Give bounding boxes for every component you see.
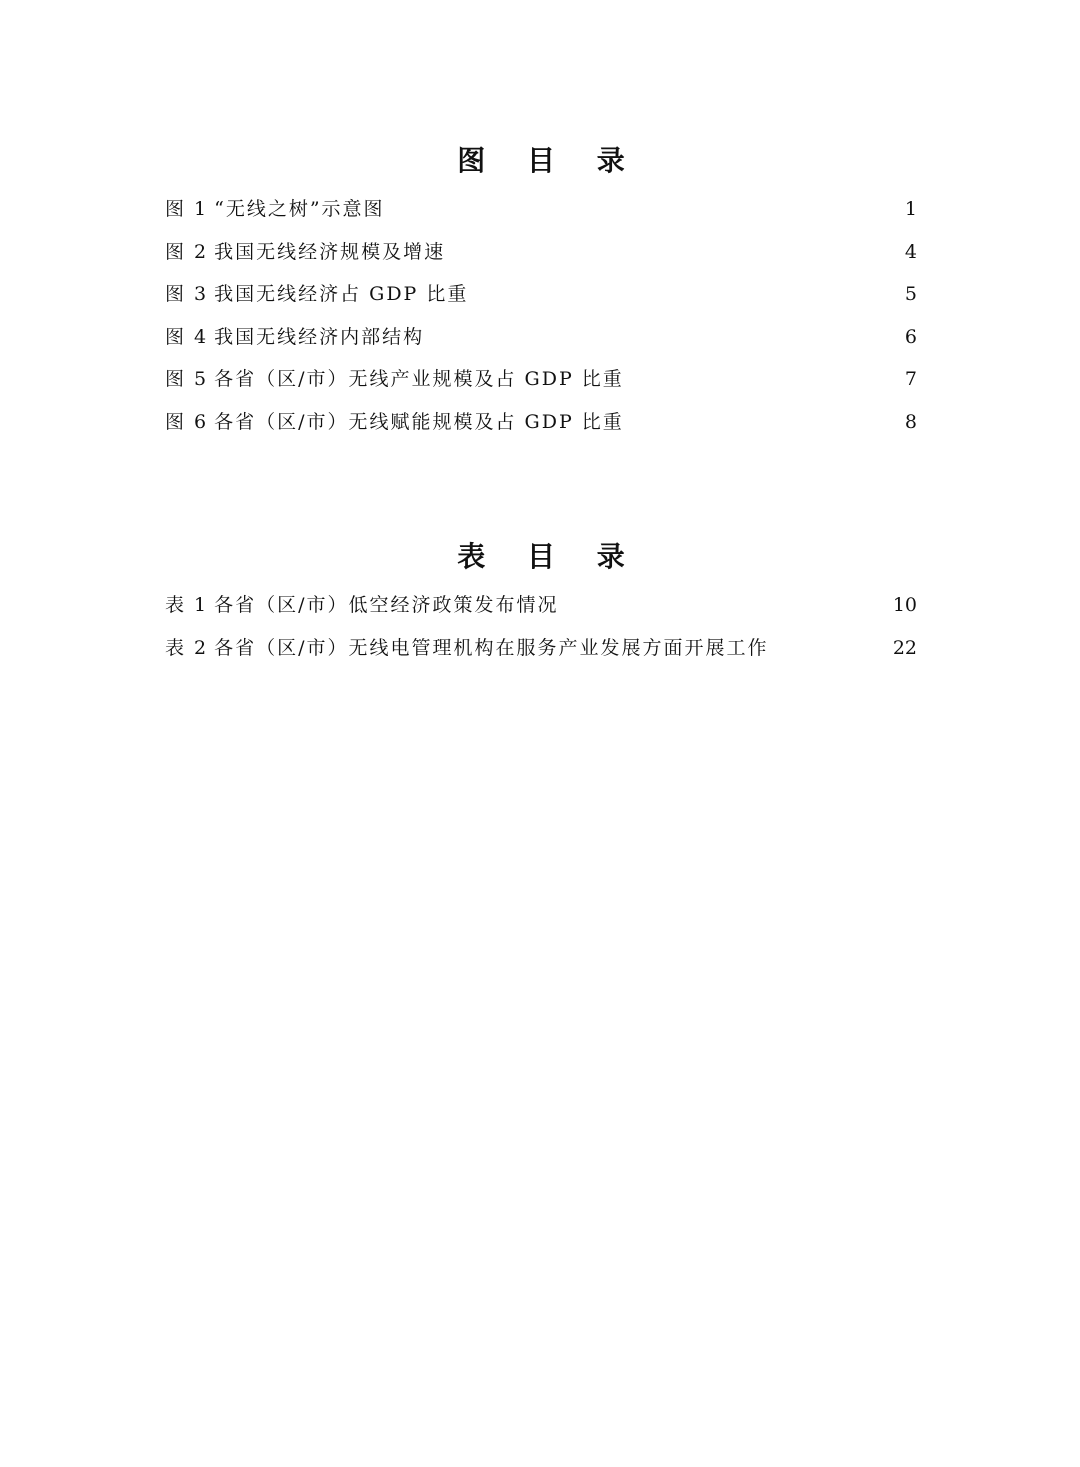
entry-page-number: 4 [904, 240, 917, 263]
entry-title: 各省（区/市）无线电管理机构在服务产业发展方面开展工作 [214, 636, 769, 659]
figures-toc-list [165, 188, 917, 443]
tables-toc-list [165, 584, 917, 669]
entry-page-number: 8 [904, 410, 917, 433]
toc-entry-table-2[interactable] [165, 627, 917, 670]
entry-page-number: 5 [904, 283, 917, 305]
toc-entry-figure-6[interactable] [165, 401, 917, 444]
entry-number: 2 [194, 240, 207, 263]
entry-prefix: 图 [165, 410, 187, 433]
toc-entry-figure-1[interactable] [165, 188, 917, 231]
entry-title: 各省（区/市）无线赋能规模及占 GDP 比重 [214, 410, 624, 433]
dot-leader [447, 235, 903, 258]
entry-page-number: 1 [904, 198, 917, 220]
dot-leader [561, 588, 891, 611]
list-of-figures [165, 140, 917, 443]
toc-entry-table-1[interactable] [165, 584, 917, 627]
dot-leader [626, 362, 903, 385]
toc-entry-figure-5[interactable] [165, 358, 917, 401]
entry-number: 1 [194, 594, 207, 616]
entry-title: “无线之树”示意图 [214, 198, 385, 220]
entry-page-number: 10 [892, 594, 917, 616]
dot-leader [626, 405, 903, 428]
toc-entry-figure-3[interactable] [165, 273, 917, 316]
entry-prefix: 图 [165, 240, 187, 263]
entry-page-number: 7 [904, 368, 917, 390]
entry-number: 3 [194, 283, 207, 305]
list-of-tables-title: 表 目 录 [457, 540, 641, 573]
entry-number: 1 [194, 198, 207, 220]
entry-number: 5 [194, 368, 207, 390]
dot-leader [470, 277, 903, 300]
toc-entry-figure-4[interactable] [165, 316, 917, 359]
entry-prefix: 图 [165, 198, 187, 220]
entry-title: 我国无线经济占 GDP 比重 [214, 283, 469, 305]
toc-entry-figure-2[interactable] [165, 231, 917, 274]
list-of-figures-title: 图 目 录 [457, 144, 641, 177]
entry-title: 各省（区/市）低空经济政策发布情况 [214, 594, 559, 616]
entry-title: 各省（区/市）无线产业规模及占 GDP 比重 [214, 368, 624, 390]
entry-number: 2 [194, 636, 207, 659]
entry-prefix: 表 [165, 594, 187, 616]
entry-page-number: 6 [904, 325, 917, 348]
entry-title: 我国无线经济内部结构 [214, 325, 425, 348]
entry-prefix: 表 [165, 636, 187, 659]
list-of-tables [165, 536, 917, 669]
dot-leader [426, 320, 903, 343]
entry-prefix: 图 [165, 325, 187, 348]
dot-leader [387, 192, 903, 215]
entry-number: 4 [194, 325, 207, 348]
entry-prefix: 图 [165, 368, 187, 390]
dot-leader [771, 631, 891, 654]
entry-prefix: 图 [165, 283, 187, 305]
entry-page-number: 22 [892, 636, 917, 659]
entry-number: 6 [194, 410, 207, 433]
entry-title: 我国无线经济规模及增速 [214, 240, 446, 263]
